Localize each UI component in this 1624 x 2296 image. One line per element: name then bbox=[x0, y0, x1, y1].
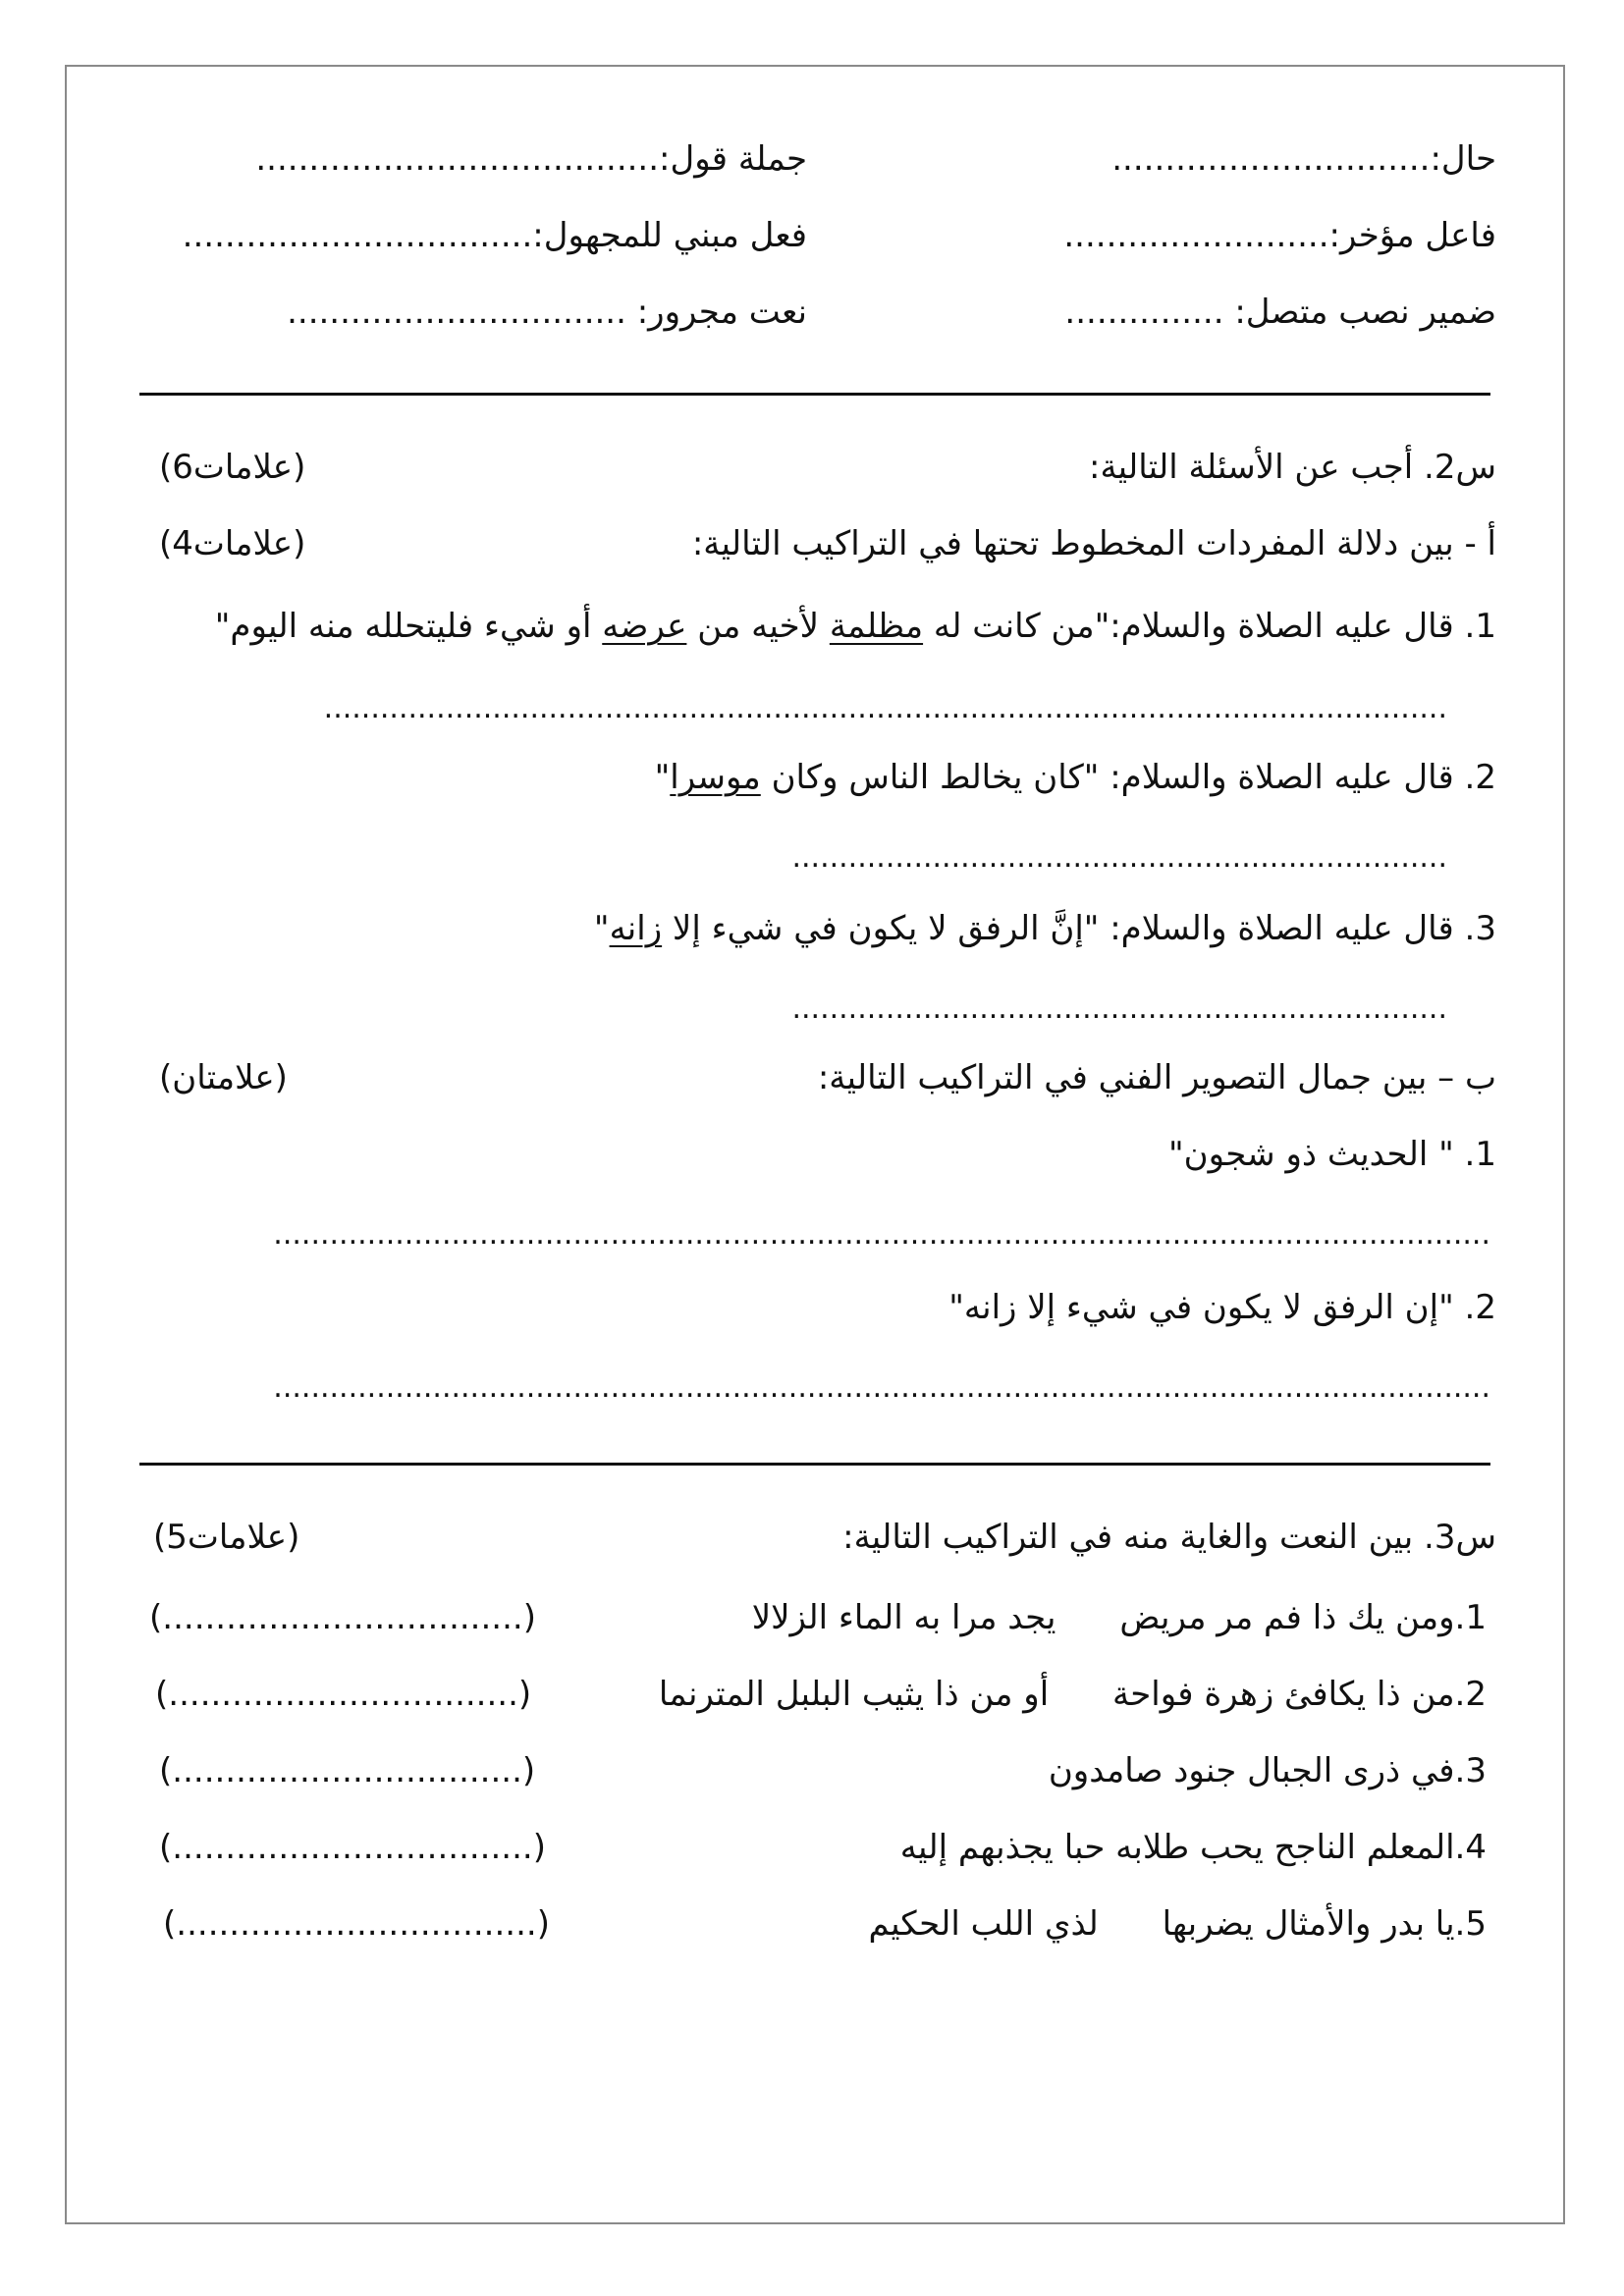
answer-field[interactable]: (.................................) bbox=[155, 1675, 532, 1714]
item-text: من ذا يكافئ زهرة فواحة أو من ذا يثيب البلبل المترنما bbox=[658, 1675, 1455, 1714]
answer-line[interactable]: .................................................................................................................................. bbox=[273, 1370, 1490, 1405]
item-number: 3. bbox=[1454, 1751, 1487, 1790]
q2a-title: أ - بين دلالة المفردات المخطوط تحتها في التراكيب التالية: bbox=[691, 524, 1496, 563]
item-number: 1. bbox=[1464, 607, 1496, 646]
item-number: 4. bbox=[1454, 1828, 1487, 1867]
naat-majrour-field[interactable]: نعت مجرور: ................................ bbox=[287, 293, 807, 332]
item-number: 2. bbox=[1464, 758, 1496, 797]
item-text: يا بدر والأمثال يضربها لذي اللب الحكيم bbox=[868, 1904, 1455, 1944]
item-text: لأخيه من bbox=[686, 607, 830, 646]
pronoun-field[interactable]: ضمير نصب متصل: ............... bbox=[1064, 293, 1496, 332]
q3-item-2 bbox=[659, 1673, 1487, 1716]
divider bbox=[139, 1463, 1490, 1466]
fael-moakhar-field[interactable]: فاعل مؤخر:......................... bbox=[1063, 216, 1496, 255]
jumlat-qawl-field[interactable]: جملة قول:...................................... bbox=[255, 139, 807, 179]
underlined-word: عرضه bbox=[602, 607, 687, 646]
item-text: ومن يك ذا فم مر مريض يجد مرا به الماء الزلالا bbox=[751, 1598, 1455, 1637]
q2a-item-2 bbox=[655, 756, 1496, 799]
q3-item-5 bbox=[868, 1902, 1487, 1946]
answer-line[interactable]: .................................................................................................................................. bbox=[273, 1217, 1490, 1252]
q3-item-4 bbox=[900, 1826, 1487, 1869]
item-number: 1. bbox=[1454, 1598, 1487, 1637]
q3-title: س3. بين النعت والغاية منه في التراكيب التالية: bbox=[842, 1518, 1496, 1557]
underlined-word: مظلمة bbox=[829, 607, 924, 646]
item-text: قال عليه الصلاة والسلام: "إنَّ الرفق لا يكون في شيء إلا bbox=[662, 909, 1454, 948]
item-number: 2. bbox=[1454, 1675, 1487, 1714]
item-number: 2. bbox=[1464, 1288, 1496, 1327]
item-text: " الحديث ذو شجون" bbox=[1168, 1135, 1454, 1174]
item-text: "إن الرفق لا يكون في شيء إلا زانه" bbox=[948, 1288, 1454, 1327]
q2b-item-1 bbox=[1168, 1133, 1496, 1176]
item-text: في ذرى الجبال جنود صامدون bbox=[1048, 1751, 1455, 1790]
passive-verb-field[interactable]: فعل مبني للمجهول:................................. bbox=[182, 216, 807, 255]
item-text: " bbox=[593, 909, 610, 948]
answer-field[interactable]: (..................................) bbox=[159, 1828, 546, 1867]
answer-line[interactable]: ...................................................................... bbox=[791, 840, 1447, 875]
q3-item-1 bbox=[752, 1596, 1487, 1639]
q2-marks: (6علامات) bbox=[159, 448, 306, 487]
divider bbox=[139, 393, 1490, 396]
item-text: قال عليه الصلاة والسلام: "كان يخالط الناس وكان bbox=[760, 758, 1454, 797]
q3-marks: (5علامات) bbox=[153, 1518, 300, 1557]
q3-item-3 bbox=[1049, 1749, 1487, 1792]
q2b-item-2 bbox=[948, 1286, 1496, 1329]
item-number: 1. bbox=[1464, 1135, 1496, 1174]
item-number: 3. bbox=[1464, 909, 1496, 948]
item-number: 5. bbox=[1454, 1904, 1487, 1944]
answer-field[interactable]: (..................................) bbox=[163, 1904, 550, 1944]
item-text: المعلم الناجح يحب طلابه حبا يجذبهم إليه bbox=[899, 1828, 1455, 1867]
answer-field[interactable]: (..................................) bbox=[149, 1598, 536, 1637]
q2a-marks: (4علامات) bbox=[159, 524, 306, 563]
answer-line[interactable]: ...................................................................... bbox=[791, 991, 1447, 1026]
item-text: " bbox=[654, 758, 671, 797]
q2-title: س2. أجب عن الأسئلة التالية: bbox=[1088, 448, 1496, 487]
underlined-word: موسرا bbox=[670, 758, 761, 797]
item-text: أو شيء فليتحلله منه اليوم" bbox=[214, 607, 603, 646]
q2a-item-1 bbox=[215, 605, 1496, 648]
q2b-title: ب – بين جمال التصوير الفني في التراكيب التالية: bbox=[817, 1058, 1496, 1097]
q2a-item-3 bbox=[594, 907, 1496, 950]
q2b-marks: (علامتان) bbox=[159, 1058, 288, 1097]
answer-field[interactable]: (.................................) bbox=[159, 1751, 536, 1790]
answer-line[interactable]: ........................................................................................................................ bbox=[323, 691, 1447, 725]
item-text: قال عليه الصلاة والسلام:"من كانت له bbox=[923, 607, 1454, 646]
hal-field[interactable]: حال:.............................. bbox=[1111, 139, 1496, 179]
underlined-word: زانه bbox=[609, 909, 663, 948]
